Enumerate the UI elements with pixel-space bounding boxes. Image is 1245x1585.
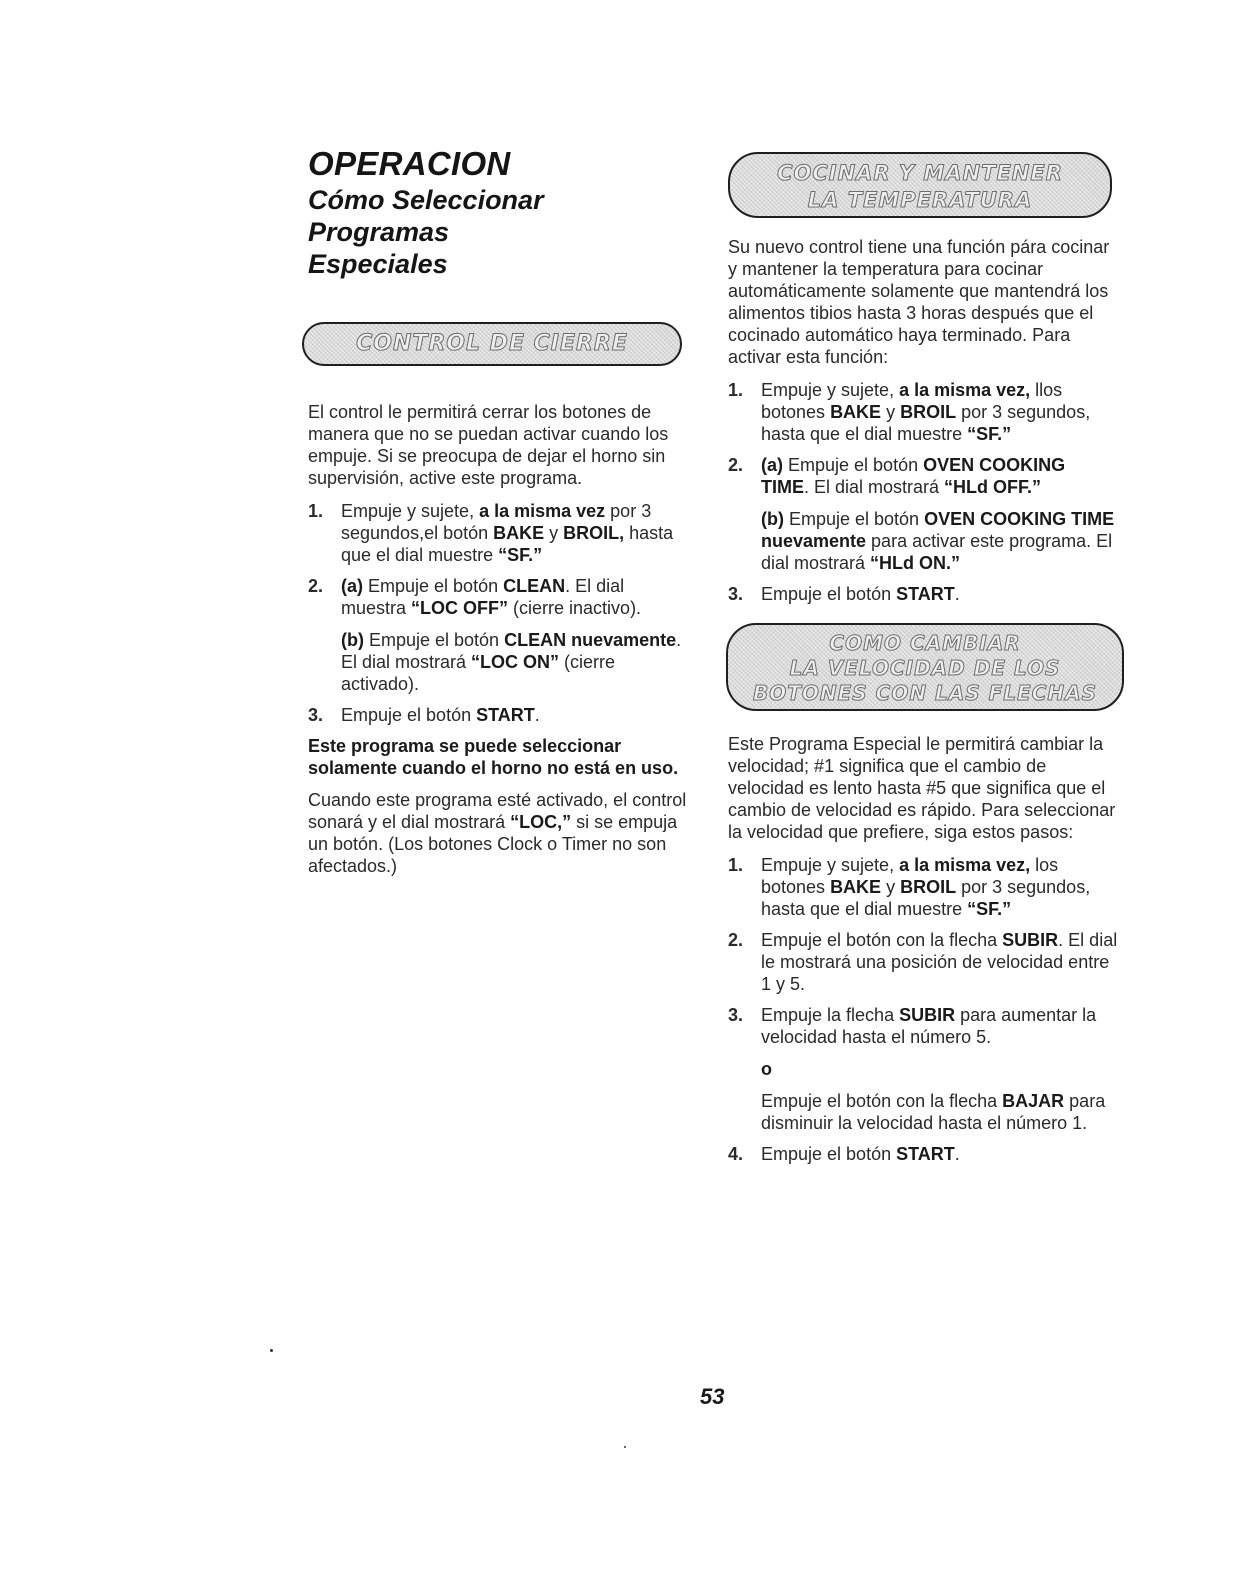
step-text: por 3 segundos, hasta que el dial muestre — [761, 402, 1091, 444]
step-text: (cierre inactivo). — [508, 598, 642, 618]
banner-line-2: LA VELOCIDAD DE LOS — [789, 656, 1061, 680]
speed-step-3 — [728, 1004, 1118, 1134]
step-text: Empuje el botón — [783, 455, 924, 475]
hold-step-2b — [761, 508, 1118, 574]
step-text: . El dial mostrará — [341, 630, 682, 672]
lock-steps-list — [308, 500, 690, 726]
oven-cooking-time-button-label: OVEN COOKING TIME nuevamente — [761, 509, 1115, 551]
step-text: Empuje el botón — [363, 630, 505, 650]
step-text: Empuje y sujete, — [761, 380, 900, 400]
display-readout: “LOC OFF” — [411, 598, 509, 618]
display-readout: “SF.” — [967, 899, 1012, 919]
hold-step-2 — [728, 454, 1118, 574]
step-text: Empuje la flecha — [761, 1005, 900, 1025]
step-text: . — [534, 705, 540, 725]
step-text: para disminuir la velocidad hasta el número 1. — [761, 1091, 1106, 1133]
paragraph-text: si se empuja un botón. (Los botones Clock o Timer no son afectados.) — [308, 812, 678, 876]
step-text: . El dial mostrará — [804, 477, 945, 497]
page-title: OPERACION — [308, 145, 511, 182]
step-text: llos botones — [761, 380, 1063, 422]
hold-step-2a — [761, 454, 1118, 498]
lock-intro-paragraph: El control le permitirá cerrar los botones de manera que no se puedan activar cuando los empuje. Si se preocupa de dejar el horno sin supervisión, active este programa. — [308, 402, 669, 488]
speed-steps-list — [728, 854, 1118, 1165]
paragraph-text: Cuando este programa esté activado, el control sonará y el dial mostrará — [308, 790, 687, 832]
step-text: Empuje el botón — [761, 1144, 897, 1164]
step-number: 2. — [728, 455, 744, 475]
lock-step-2a — [341, 575, 690, 619]
page-subtitle — [308, 184, 690, 280]
banner-line-3: BOTONES CON LAS FLECHAS — [753, 681, 1097, 705]
display-readout: “LOC,” — [510, 812, 572, 832]
banner-label: CONTROL DE CIERRE — [356, 331, 628, 356]
up-arrow-button-label: SUBIR — [899, 1005, 956, 1025]
step-text: Empuje el botón con la flecha — [761, 1091, 1003, 1111]
or-connector: o — [761, 1059, 772, 1079]
clean-button-label: CLEAN — [503, 576, 566, 596]
step-text: y — [881, 877, 901, 897]
broil-button-label: BROIL — [900, 402, 957, 422]
step-number: 2. — [308, 576, 324, 596]
step-text: (cierre activado). — [341, 652, 616, 694]
step-text: por 3 segundos, hasta que el dial muestre — [761, 877, 1091, 919]
step-text: los botones — [761, 855, 1059, 897]
scan-speck — [270, 1349, 273, 1352]
display-readout: “HLd ON.” — [870, 553, 961, 573]
speed-step-3-increase — [761, 1004, 1118, 1048]
banner-como-cambiar-velocidad — [726, 623, 1124, 711]
step-text: Empuje el botón — [363, 576, 504, 596]
banner-control-de-cierre — [302, 322, 682, 366]
step-text: Empuje el botón con la flecha — [761, 930, 1003, 950]
up-arrow-button-label: SUBIR — [1002, 930, 1059, 950]
bake-button-label: BAKE — [493, 523, 545, 543]
banner-line-1: COCINAR Y MANTENER — [777, 161, 1063, 185]
substep-label: (a) — [761, 455, 783, 475]
hold-steps-list — [728, 379, 1118, 605]
display-readout: “HLd OFF.” — [944, 477, 1042, 497]
substep-label: (a) — [341, 576, 363, 596]
speed-step-3-decrease — [761, 1090, 1118, 1134]
step-text: y — [544, 523, 564, 543]
oven-cooking-time-button-label: OVEN COOKING TIME — [761, 455, 1066, 497]
subtitle-line-2: Especiales — [308, 249, 448, 279]
lock-step-3 — [308, 704, 690, 726]
step-text: . — [954, 1144, 960, 1164]
speed-intro-paragraph: Este Programa Especial le permitirá cambiar la velocidad; #1 significa que el cambio de velocidad es lento hasta #5 que significa que el cambio de velocidad es rápido. Para seleccionar la velocidad que prefiere, siga estos pasos: — [728, 734, 1116, 842]
clean-button-label: CLEAN nuevamente — [504, 630, 677, 650]
step-text: . El dial le mostrará una posición de velocidad entre 1 y 5. — [761, 930, 1118, 994]
lock-step-2 — [308, 575, 690, 695]
step-emphasis: a la misma vez — [479, 501, 606, 521]
step-text: y — [881, 402, 901, 422]
step-text: por 3 segundos,el botón — [341, 501, 652, 543]
step-text: Empuje y sujete, — [761, 855, 900, 875]
lock-note: Este programa se puede seleccionar solamente cuando el horno no está en uso. — [308, 736, 679, 778]
step-text: hasta que el dial muestre — [341, 523, 674, 565]
speed-step-3-or — [761, 1058, 1118, 1080]
substep-label: (b) — [761, 509, 784, 529]
display-readout: “SF.” — [498, 545, 543, 565]
step-text: para aumentar la velocidad hasta el número 5. — [761, 1005, 1097, 1047]
hold-step-1 — [728, 379, 1118, 445]
step-text: Empuje el botón — [341, 705, 477, 725]
step-number: 2. — [728, 930, 744, 950]
banner-line-2: LA TEMPERATURA — [807, 188, 1033, 212]
bake-button-label: BAKE — [830, 877, 882, 897]
start-button-label: START — [896, 584, 955, 604]
step-number: 1. — [728, 855, 744, 875]
step-text: Empuje el botón — [761, 584, 897, 604]
speed-step-4 — [728, 1143, 1118, 1165]
step-text: Empuje y sujete, — [341, 501, 480, 521]
bake-button-label: BAKE — [830, 402, 882, 422]
display-readout: “SF.” — [967, 424, 1012, 444]
step-text: . — [954, 584, 960, 604]
hold-intro-paragraph: Su nuevo control tiene una función pára cocinar y mantener la temperatura para cocinar automáticamente solamente que mantendrá los alimentos tibios hasta 3 horas después que el cocinado automático haya terminado. Para activar esta función: — [728, 237, 1110, 367]
left-column — [308, 146, 690, 877]
speed-step-1 — [728, 854, 1118, 920]
down-arrow-button-label: BAJAR — [1002, 1091, 1065, 1111]
speed-step-2 — [728, 929, 1118, 995]
display-readout: “LOC ON” — [471, 652, 560, 672]
lock-step-2b — [341, 629, 690, 695]
step-number: 3. — [728, 584, 744, 604]
start-button-label: START — [896, 1144, 955, 1164]
banner-cocinar-y-mantener — [728, 152, 1112, 218]
step-number: 1. — [308, 501, 324, 521]
step-number: 4. — [728, 1144, 744, 1164]
banner-line-1: COMO CAMBIAR — [829, 631, 1021, 655]
step-text: para activar este programa. El dial mostrará — [761, 531, 1113, 573]
scan-speck — [624, 1446, 626, 1448]
page-number: 53 — [700, 1384, 725, 1409]
step-emphasis: a la misma vez, — [899, 855, 1031, 875]
broil-button-label: BROIL, — [563, 523, 625, 543]
step-number: 3. — [308, 705, 324, 725]
step-emphasis: a la misma vez, — [899, 380, 1031, 400]
lock-step-1 — [308, 500, 690, 566]
start-button-label: START — [476, 705, 535, 725]
broil-button-label: BROIL — [900, 877, 957, 897]
hold-step-3 — [728, 583, 1118, 605]
lock-after-paragraph — [308, 789, 690, 877]
right-column — [728, 152, 1118, 1174]
subtitle-line-1: Cómo Seleccionar Programas — [308, 185, 544, 247]
substep-label: (b) — [341, 630, 364, 650]
step-text: . El dial muestra — [341, 576, 625, 618]
step-number: 3. — [728, 1005, 744, 1025]
step-number: 1. — [728, 380, 744, 400]
step-text: Empuje el botón — [783, 509, 925, 529]
